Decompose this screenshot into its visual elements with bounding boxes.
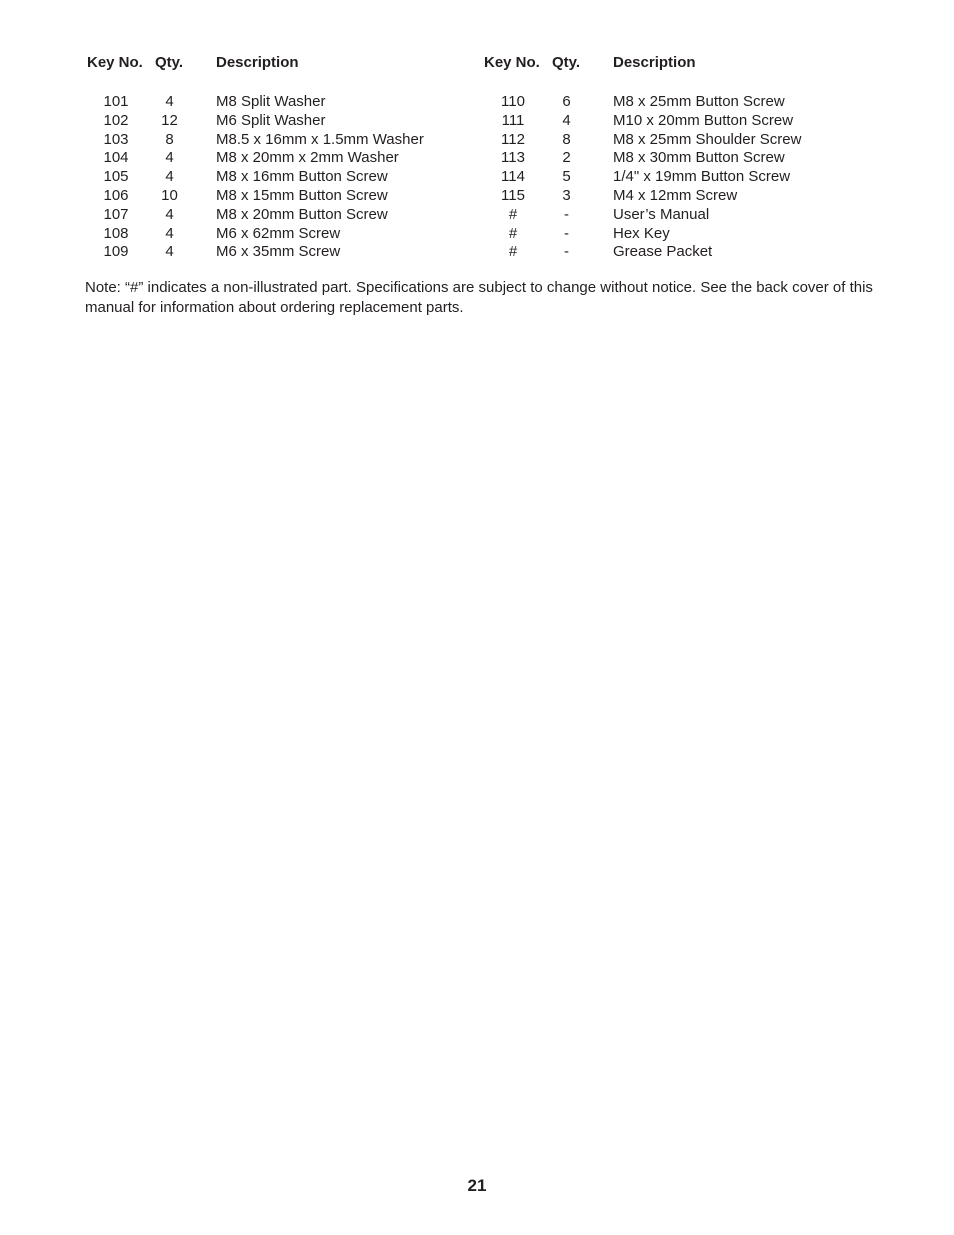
part-key-no: # [508,205,518,223]
header-qty: Qty. [552,54,581,71]
part-qty: 4 [562,111,571,129]
part-qty: 8 [562,130,571,148]
part-description: M8 Split Washer [216,93,326,110]
part-qty: 5 [562,168,571,186]
part-qty: 6 [562,93,571,110]
part-description: M8 x 30mm Button Screw [613,149,785,167]
part-qty: 10 [161,186,178,204]
header-description: Description [216,54,299,71]
header-key-no: Key No. [484,54,540,71]
part-qty: - [564,243,569,261]
part-key-no: # [508,224,518,242]
part-description: M8.5 x 16mm x 1.5mm Washer [216,130,424,148]
part-qty: 3 [562,186,571,204]
part-qty: 4 [165,224,174,242]
part-description: M8 x 16mm Button Screw [216,168,388,186]
part-key-no: # [508,243,518,261]
part-description: M4 x 12mm Screw [613,186,738,204]
part-key-no: 104 [103,149,129,167]
part-description: Hex Key [613,224,670,242]
part-qty: 4 [165,243,174,261]
part-key-no: 109 [103,243,129,261]
part-qty: - [564,224,569,242]
part-key-no: 107 [103,205,129,223]
part-key-no: 102 [103,111,129,129]
part-qty: 4 [165,149,174,167]
part-qty: - [564,205,569,223]
part-key-no: 106 [103,186,129,204]
part-key-no: 110 [501,93,525,110]
part-description: M6 Split Washer [216,111,326,129]
part-description: User’s Manual [613,205,710,223]
header-description: Description [613,54,696,71]
part-key-no: 114 [501,168,525,186]
part-key-no: 105 [103,168,129,186]
part-qty: 4 [165,93,174,110]
part-description: M8 x 20mm Button Screw [216,205,388,223]
part-description: M8 x 25mm Shoulder Screw [613,130,802,148]
part-description: M8 x 20mm x 2mm Washer [216,149,399,167]
part-qty: 4 [165,168,174,186]
part-description: Grease Packet [613,243,713,261]
part-description: M6 x 62mm Screw [216,224,341,242]
header-key-no: Key No. [87,54,143,71]
part-description: M8 x 15mm Button Screw [216,186,388,204]
part-qty: 2 [562,149,571,167]
part-key-no: 108 [103,224,129,242]
part-description: M10 x 20mm Button Screw [613,111,794,129]
part-key-no: 103 [103,130,129,148]
part-key-no: 112 [501,130,525,148]
part-description: M6 x 35mm Screw [216,243,341,261]
part-qty: 12 [161,111,178,129]
part-description: 1/4" x 19mm Button Screw [613,168,791,186]
part-key-no: 111 [501,111,525,129]
part-key-no: 113 [501,149,525,167]
page-number: 21 [467,1176,487,1195]
part-qty: 8 [165,130,174,148]
part-key-no: 115 [501,186,525,204]
part-description: M8 x 25mm Button Screw [613,93,785,110]
note-text: Note: “#” indicates a non-illustrated part. Specifications are subject to change without notice. See the back cover of this manual for information about ordering replacement parts. [85,279,873,316]
part-key-no: 101 [103,93,129,110]
header-qty: Qty. [155,54,184,71]
part-qty: 4 [165,205,174,223]
